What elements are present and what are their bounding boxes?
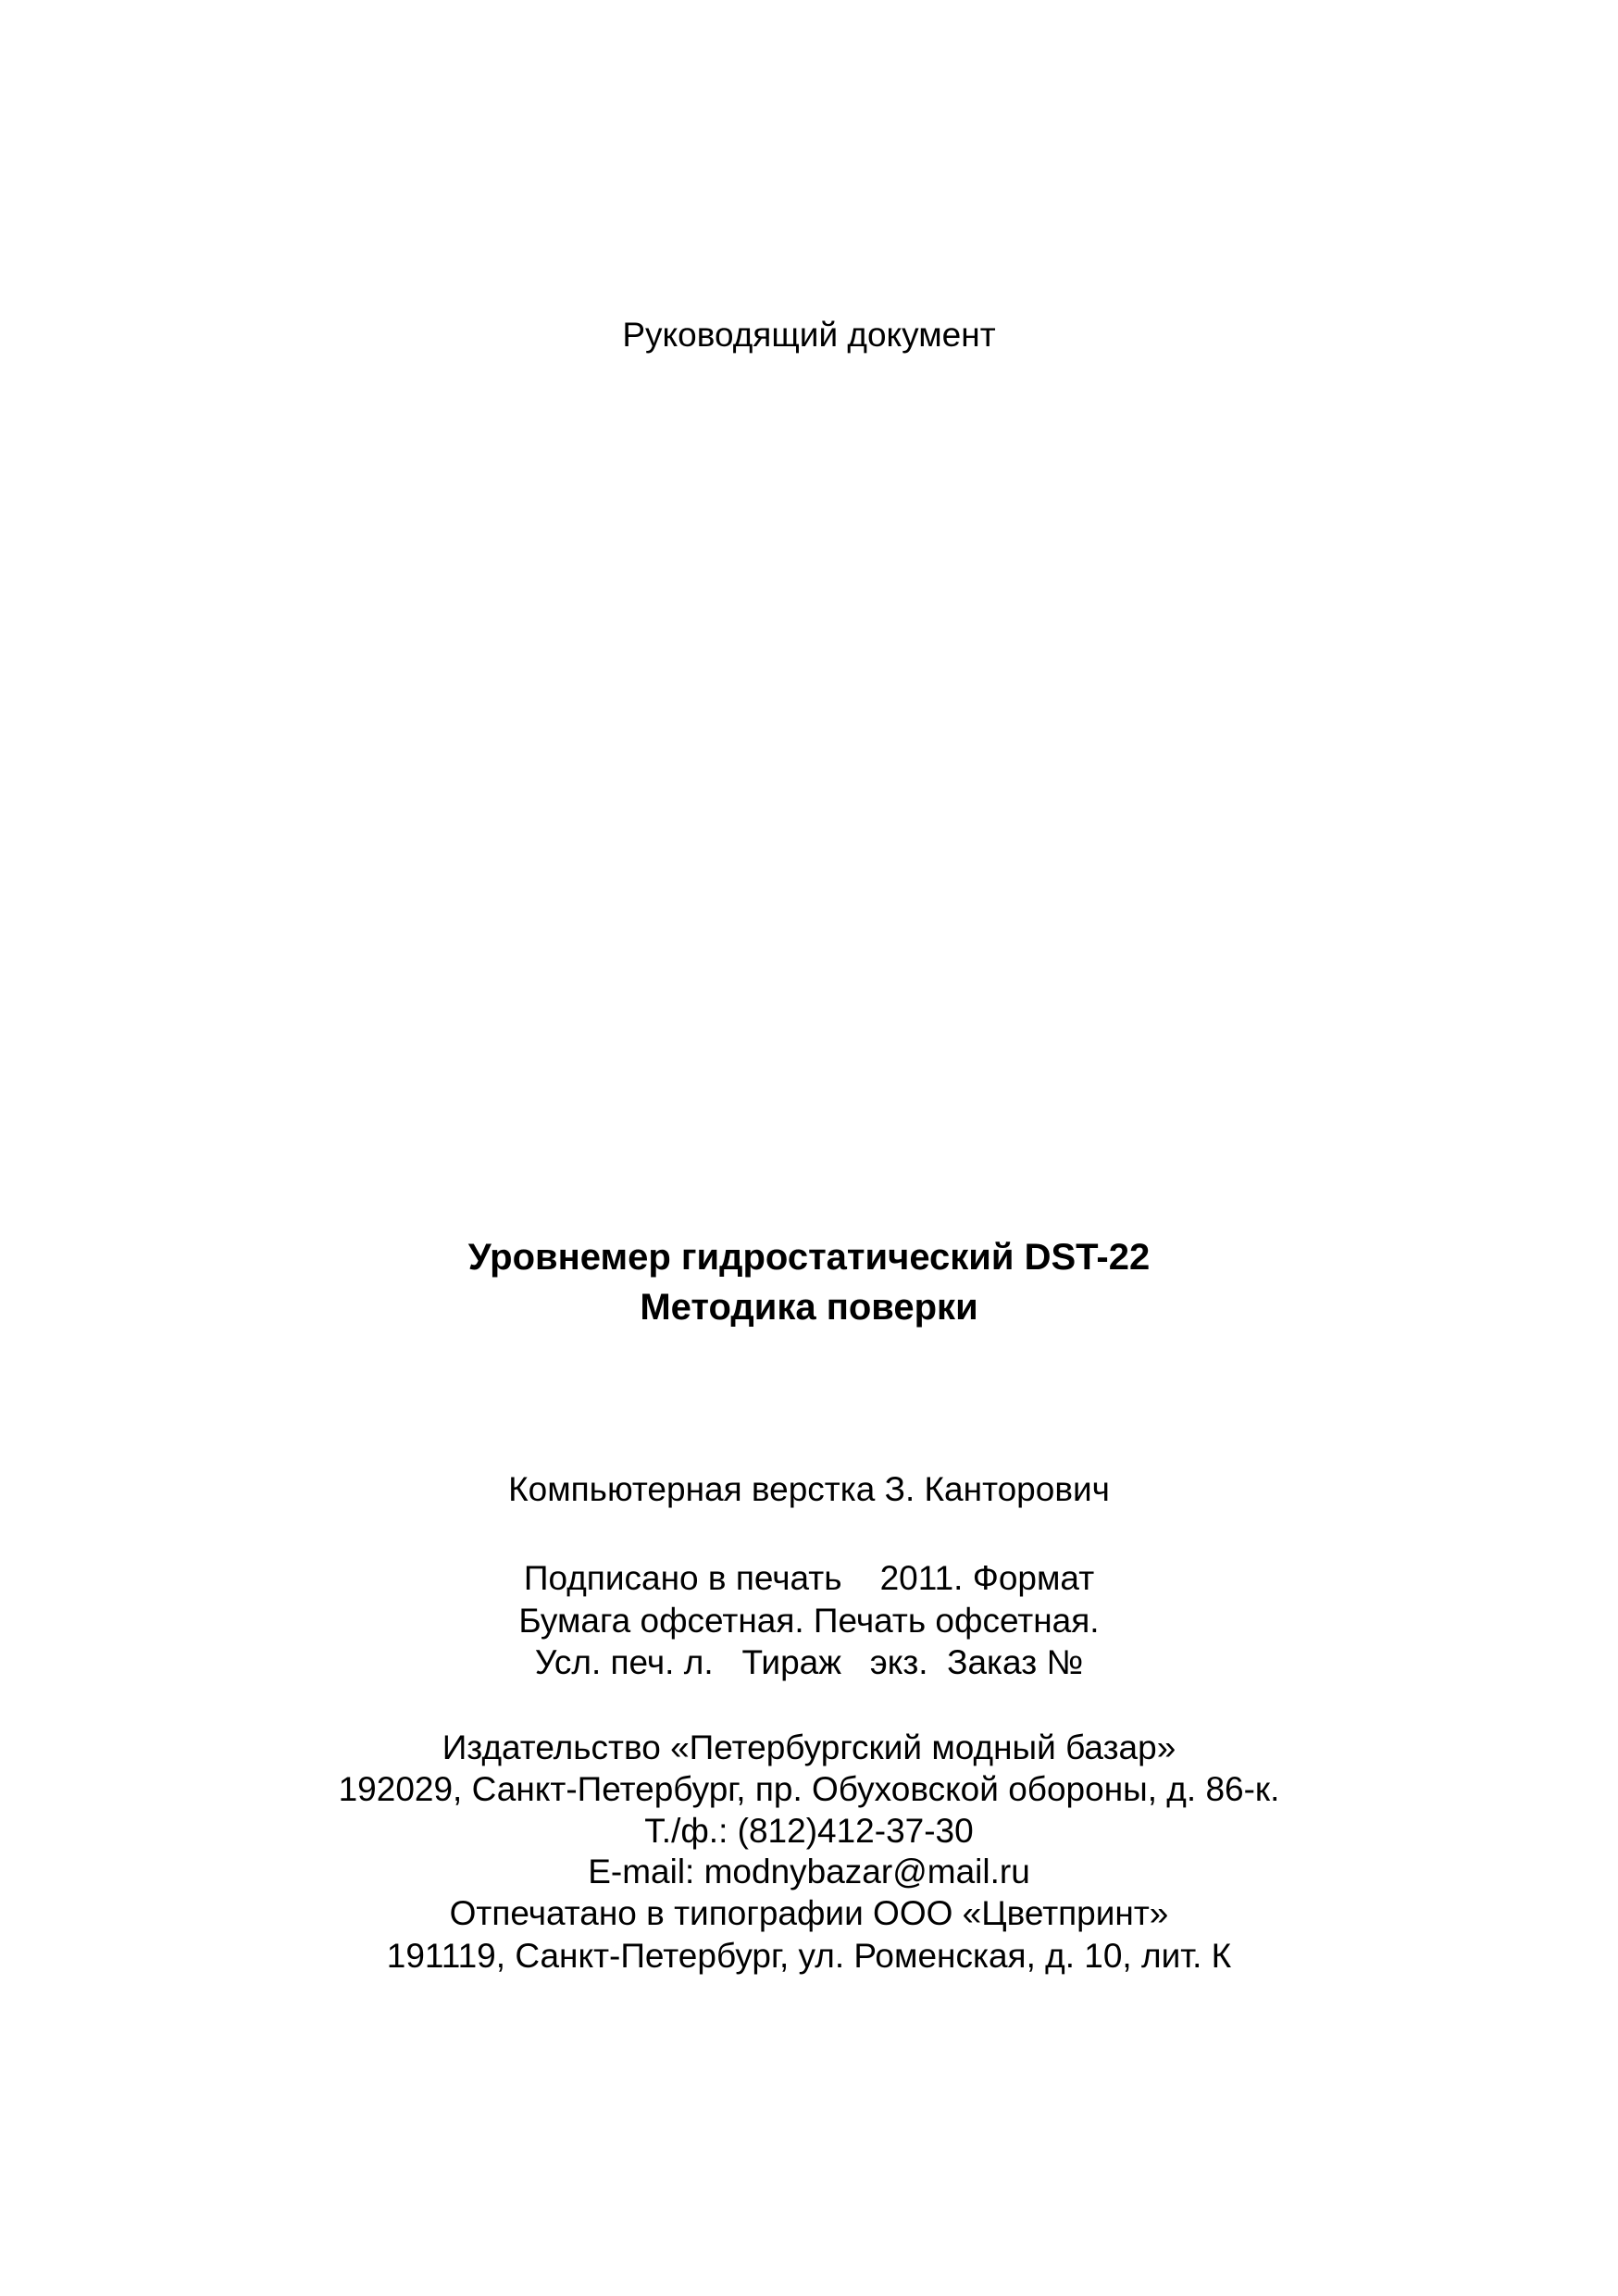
publisher-name: Издательство «Петербургский модный базар» bbox=[442, 1728, 1176, 1766]
layout-credit: Компьютерная верстка З. Канторович bbox=[508, 1470, 1110, 1508]
publisher-address: 192029, Санкт-Петербург, пр. Обуховской обороны, д. 86-к. bbox=[338, 1770, 1280, 1808]
print-details-line-3: Усл. печ. л. Тираж экз. Заказ № bbox=[534, 1643, 1084, 1681]
printing-house-address: 191119, Санкт-Петербург, ул. Роменская, д. 10, лит. К bbox=[386, 1937, 1232, 1975]
publisher-phone: Т./ф.: (812)412-37-30 bbox=[644, 1812, 974, 1850]
print-details-line-1: Подписано в печать 2011. Формат bbox=[523, 1559, 1095, 1597]
publisher-email: E-mail: modnybazar@mail.ru bbox=[588, 1853, 1030, 1890]
document-type-label: Руководящий документ bbox=[622, 316, 996, 354]
printing-house: Отпечатано в типографии ООО «Цветпринт» bbox=[449, 1894, 1169, 1932]
print-details-line-2: Бумага офсетная. Печать офсетная. bbox=[518, 1602, 1100, 1640]
document-title-line-2: Методика поверки bbox=[640, 1287, 978, 1328]
document-title-line-1: Уровнемер гидростатический DST-22 bbox=[467, 1237, 1151, 1278]
